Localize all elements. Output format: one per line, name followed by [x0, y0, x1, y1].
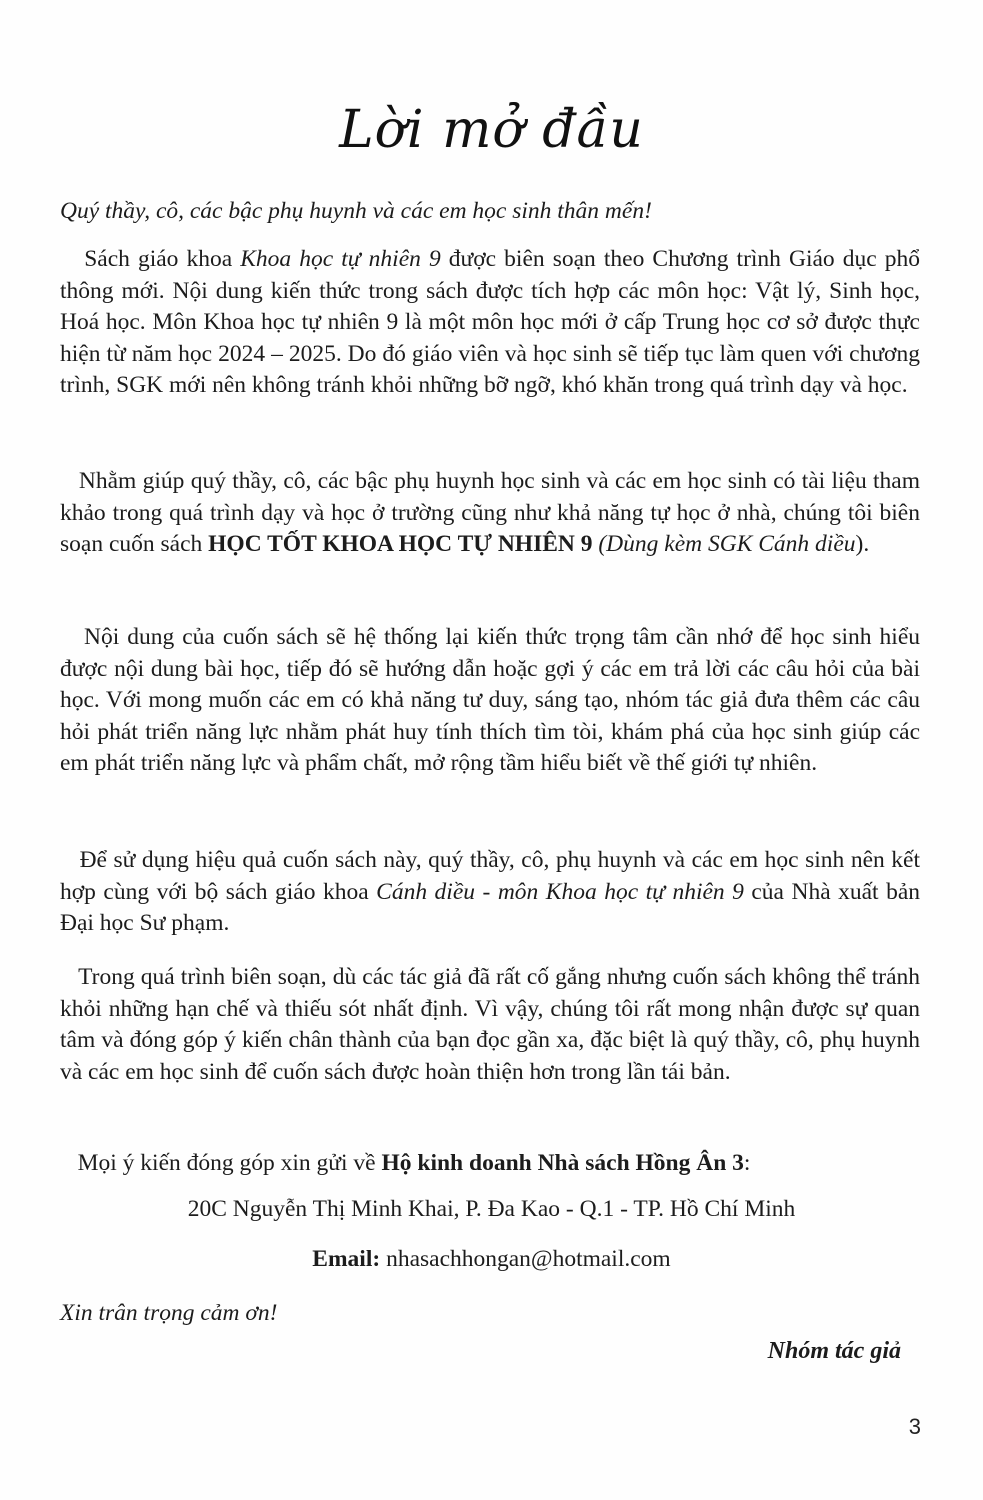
closing-thanks: Xin trân trọng cảm ơn!: [60, 1300, 278, 1326]
page-title: [0, 100, 983, 160]
p3-text: Nội dung của cuốn sách sẽ hệ thống lại kiến thức trọng tâm cần nhớ để học sinh hiểu được nội dung bài học, tiếp đó sẽ hướng dẫn hoặc gợi ý các em trả lời các câu hỏi của bài học. Với mong muốn các em có khả năng tư duy, sáng tạo, nhóm tác giả đưa thêm các câu hỏi phát triển năng lực nhằm phát huy tính thích tìm tòi, khám phá của học sinh giúp các em phát triển năng lực và phẩm chất, mở rộng tầm hiểu biết về thế giới tự nhiên.: [60, 624, 920, 776]
contact-intro: Mọi ý kiến đóng góp xin gửi về: [77, 1150, 382, 1176]
signature: Nhóm tác giả: [767, 1338, 901, 1364]
p1-text-a: Sách giáo khoa: [84, 246, 241, 272]
p4-series-title: Cánh diều - môn Khoa học tự nhiên 9: [376, 878, 744, 905]
contact-line: [60, 1148, 920, 1180]
paragraph-purpose: [60, 466, 920, 561]
paragraph-intro: [60, 244, 920, 402]
p4-text-c: của Nhà xuất bản Đại học Sư phạm.: [60, 878, 920, 936]
email-line: [0, 1246, 983, 1273]
publisher-address: 20C Nguyễn Thị Minh Khai, P. Đa Kao - Q.1 - TP. Hồ Chí Minh: [187, 1196, 796, 1222]
email-address[interactable]: nhasachhongan@hotmail.com: [386, 1246, 671, 1272]
paragraph-content: [60, 622, 920, 780]
email-label: Email:: [312, 1246, 381, 1272]
publisher-name: Hộ kinh doanh Nhà sách Hồng Ân 3: [381, 1150, 744, 1176]
p2-text-a: Nhằm giúp quý thầy, cô, các bậc phụ huynh học sinh và các em học sinh có tài liệu tham khảo trong quá trình dạy và học ở trường cũng như khả năng tự học ở nhà, chúng tôi biên soạn cuốn sách: [60, 468, 921, 557]
p2-book-name: HỌC TỐT KHOA HỌC TỰ NHIÊN 9: [208, 531, 593, 557]
p2-text-d: ).: [855, 531, 870, 557]
page-number: 3: [908, 1414, 921, 1439]
paragraph-usage: [60, 845, 920, 940]
greeting: Quý thầy, cô, các bậc phụ huynh và các em học sinh thân mến!: [60, 198, 652, 224]
contact-colon: :: [743, 1150, 751, 1176]
paragraph-feedback: [60, 962, 920, 1088]
p5-text: Trong quá trình biên soạn, dù các tác giả đã rất cố gắng nhưng cuốn sách không thể tránh khỏi những hạn chế và thiếu sót nhất định. Vì vậy, chúng tôi rất mong nhận được sự quan tâm và đóng góp ý kiến chân thành của bạn đọc gần xa, đặc biệt là quý thầy, cô, phụ huynh và các em học sinh để cuốn sách được hoàn thiện hơn trong lần tái bản.: [60, 964, 921, 1085]
p1-book-title: Khoa học tự nhiên 9: [240, 246, 441, 272]
title-text: Lời mở đầu: [339, 100, 644, 160]
p4-text-a: Để sử dụng hiệu quả cuốn sách này, quý thầy, cô, phụ huynh và các em học sinh nên kết hợp cùng với bộ sách giáo khoa: [60, 847, 920, 905]
p1-text-c: được biên soạn theo Chương trình Giáo dục phổ thông mới. Nội dung kiến thức trong sách được tích hợp các môn học: Vật lý, Sinh học, Hoá học. Môn Khoa học tự nhiên 9 là một môn học mới ở cấp Trung học cơ sở được thực hiện từ năm học 2024 – 2025. Do đó giáo viên và học sinh sẽ tiếp tục làm quen với chương trình, SGK mới nên không tránh khỏi những bỡ ngỡ, khó khăn trong quá trình dạy và học.: [60, 246, 921, 398]
p2-usage-note: (Dùng kèm SGK Cánh diều: [598, 531, 856, 557]
